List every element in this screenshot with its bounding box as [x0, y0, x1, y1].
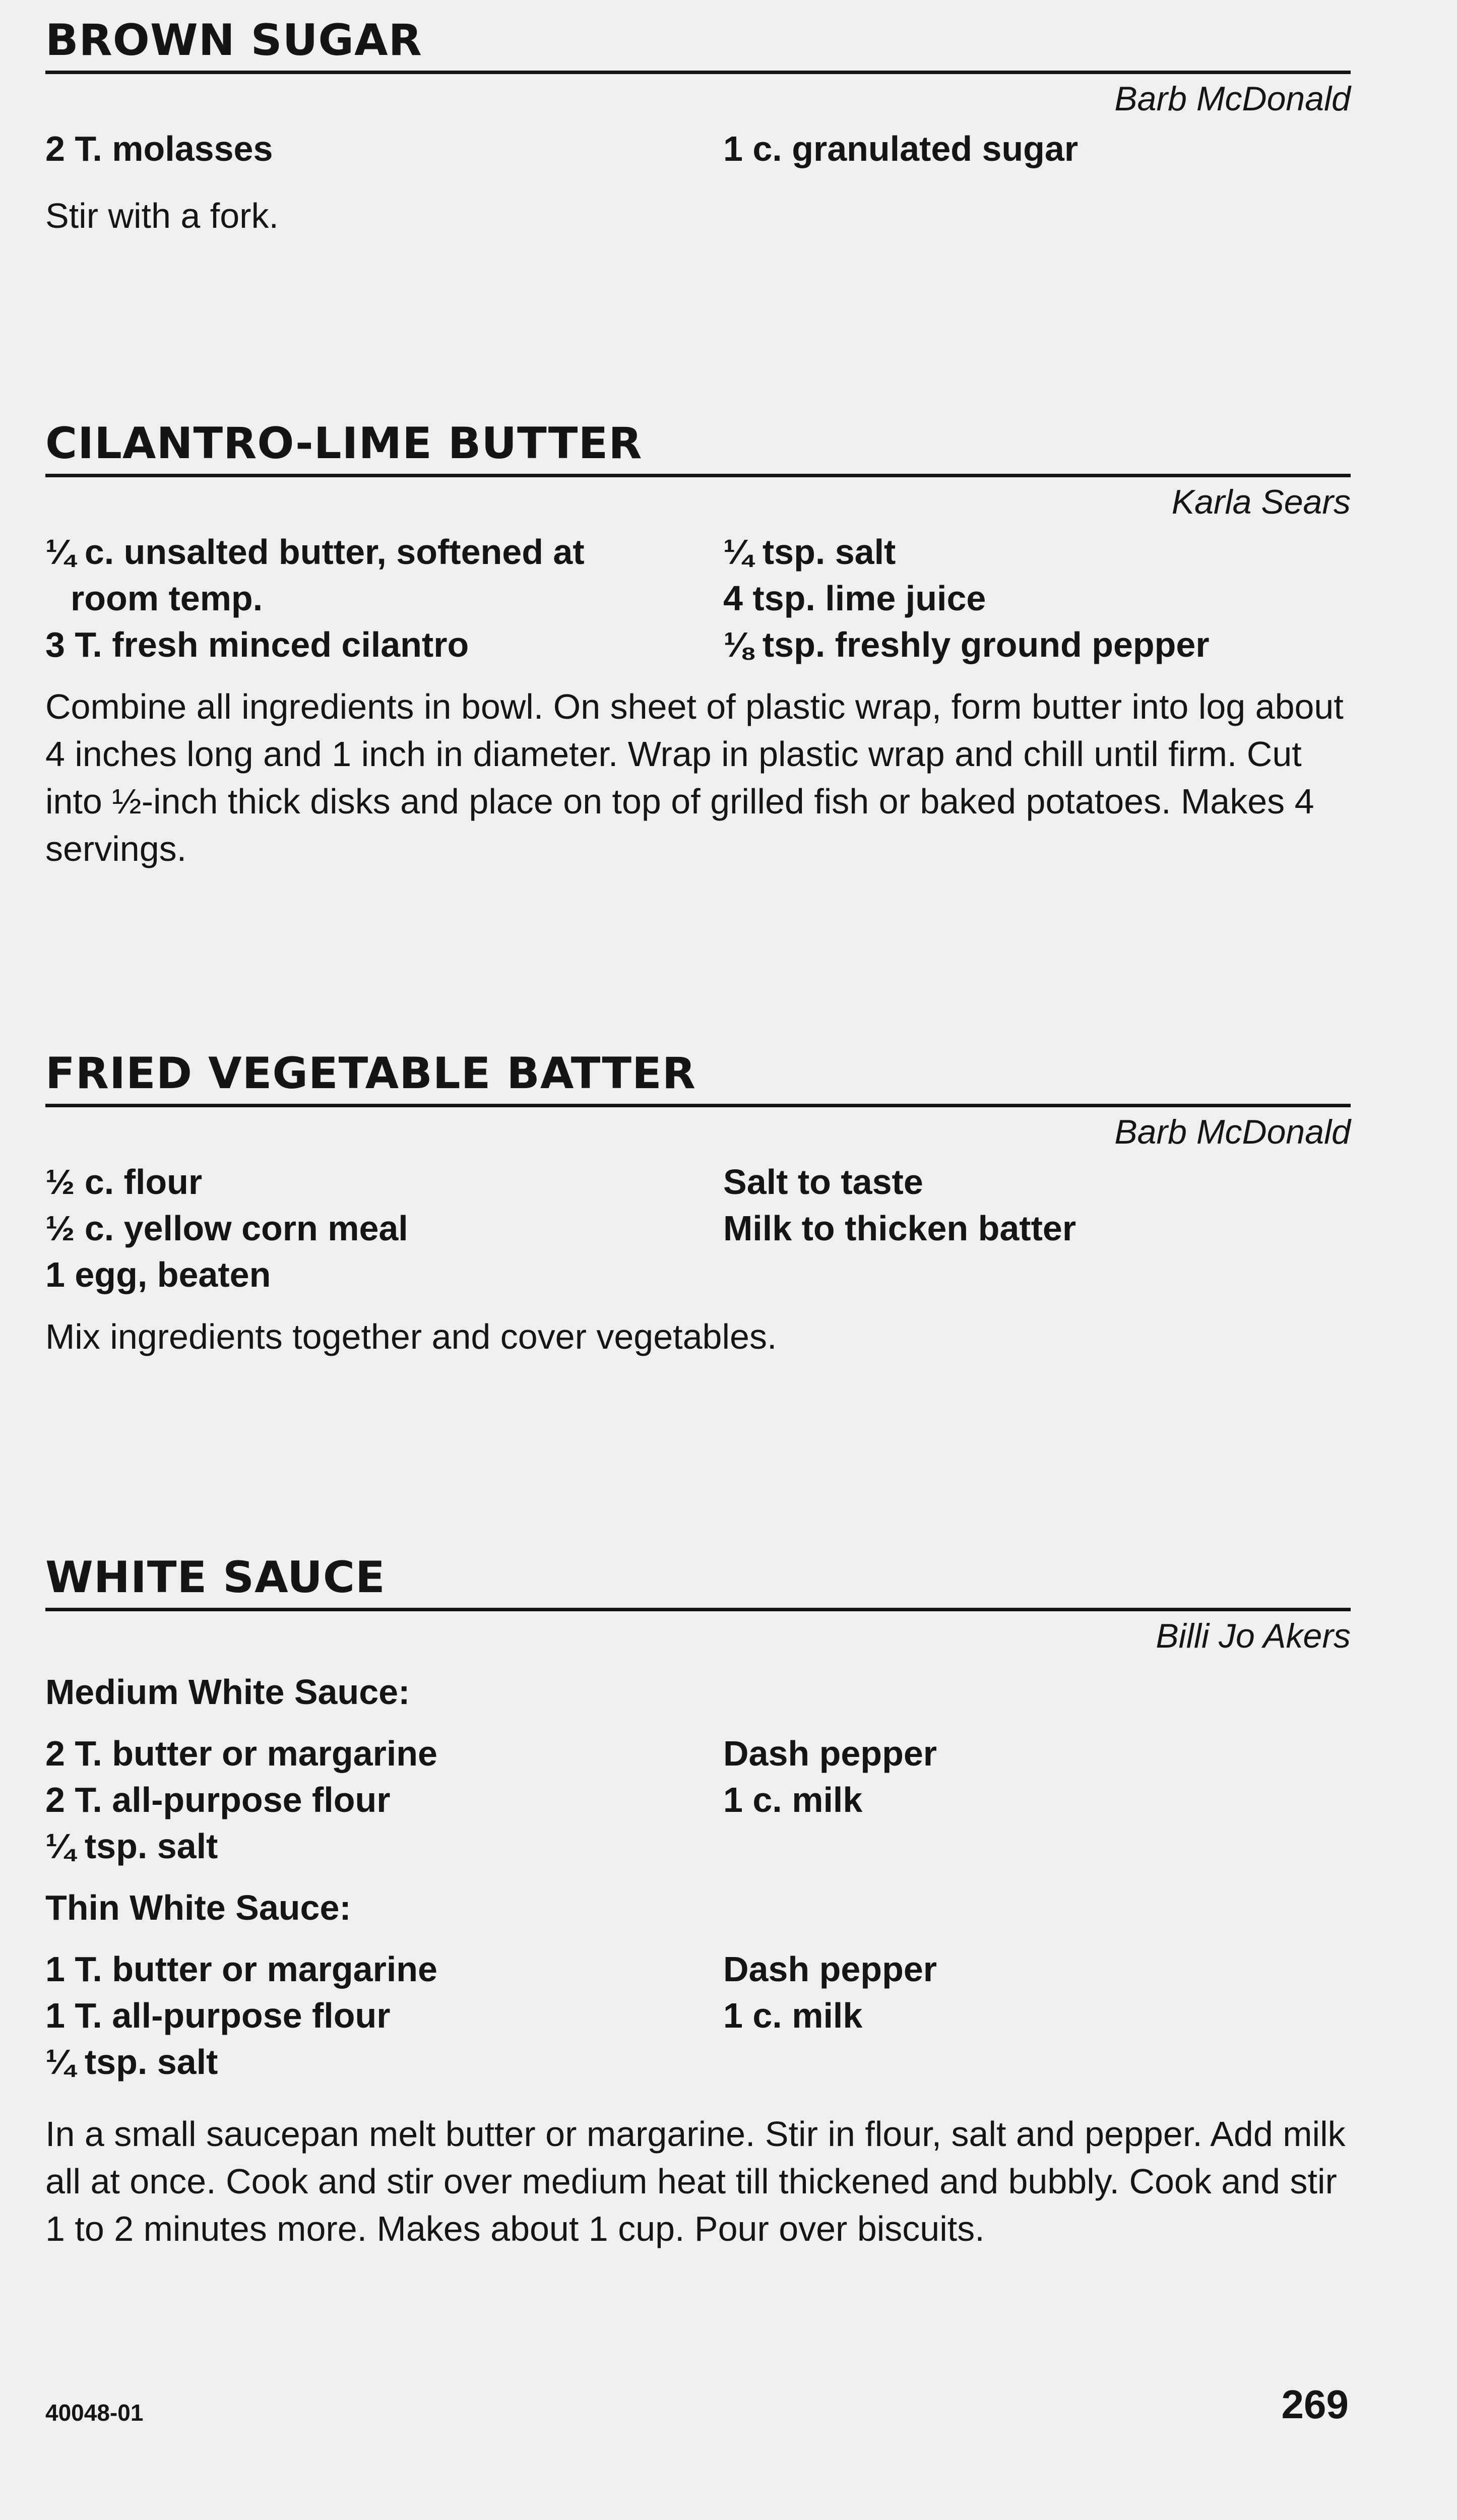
recipe-title: WHITE SAUCE — [45, 1552, 1351, 1611]
recipe-author: Karla Sears — [1171, 483, 1351, 521]
ingredient: ½ c. flour — [45, 1162, 203, 1202]
ingredient: 1 T. all-purpose flour — [45, 1996, 391, 2035]
ingredient: ¼ tsp. salt — [45, 1826, 218, 1866]
page-number: 269 — [1281, 2382, 1349, 2427]
recipe-author: Billi Jo Akers — [1156, 1617, 1351, 1655]
recipe-author: Barb McDonald — [1114, 80, 1351, 118]
ingredient-list — [45, 1946, 1351, 2085]
ingredient: 1 c. granulated sugar — [723, 129, 1079, 168]
recipe-cilantro-lime-butter — [45, 418, 1351, 872]
ingredient: 2 T. all-purpose flour — [45, 1780, 391, 1819]
ingredient: 4 tsp. lime juice — [723, 579, 986, 618]
recipe-title: FRIED VEGETABLE BATTER — [45, 1048, 1351, 1107]
ingredient-column-right — [723, 1730, 1351, 1869]
recipe-brown-sugar — [45, 15, 1351, 239]
ingredient-column-left — [45, 1730, 723, 1869]
ingredient-list — [45, 529, 1351, 668]
ingredient: 2 T. butter or margarine — [45, 1734, 437, 1773]
section-heading: Thin White Sauce: — [45, 1888, 351, 1927]
ingredient-column-right — [723, 529, 1351, 668]
ingredient-list — [45, 125, 1351, 172]
ingredient-column-right — [723, 1946, 1351, 2085]
recipe-directions: Mix ingredients together and cover vegetables. — [45, 1317, 777, 1356]
ingredient: ¼ c. unsalted butter, softened at room temp. — [45, 532, 585, 618]
ingredient-column-right — [723, 125, 1351, 172]
recipe-author: Barb McDonald — [1114, 1113, 1351, 1151]
ingredient: Dash pepper — [723, 1734, 937, 1773]
recipe-fried-vegetable-batter — [45, 1048, 1351, 1360]
ingredient-column-left — [45, 1159, 723, 1298]
ingredient-list — [45, 1159, 1351, 1298]
ingredient-column-right — [723, 1159, 1351, 1298]
footer-code: 40048-01 — [45, 2400, 144, 2426]
ingredient: 2 T. molasses — [45, 129, 273, 168]
ingredient-column-left — [45, 1946, 723, 2085]
ingredient: ¼ tsp. salt — [45, 2042, 218, 2082]
ingredient: 1 c. milk — [723, 1996, 863, 2035]
recipe-title: BROWN SUGAR — [45, 15, 1351, 74]
ingredient-list — [45, 1730, 1351, 1869]
ingredient: ⅛ tsp. freshly ground pepper — [723, 625, 1210, 664]
recipe-title: CILANTRO-LIME BUTTER — [45, 418, 1351, 477]
ingredient: 1 T. butter or margarine — [45, 1949, 437, 1989]
ingredient-column-left — [45, 529, 723, 668]
ingredient-column-left — [45, 125, 723, 172]
ingredient: ½ c. yellow corn meal — [45, 1209, 408, 1248]
ingredient: ¼ tsp. salt — [723, 532, 896, 572]
section-heading: Medium White Sauce: — [45, 1672, 410, 1712]
ingredient: Milk to thicken batter — [723, 1209, 1076, 1248]
ingredient: Salt to taste — [723, 1162, 923, 1202]
ingredient: Dash pepper — [723, 1949, 937, 1989]
recipe-directions: Stir with a fork. — [45, 196, 279, 235]
recipe-directions: In a small saucepan melt butter or margarine. Stir in flour, salt and pepper. Add milk all at once. Cook and stir over medium heat till thickened and bubbly. Cook and stir 1 to 2 minutes more. Makes about 1 cup. Pour over biscuits. — [45, 2114, 1346, 2248]
ingredient: 3 T. fresh minced cilantro — [45, 625, 469, 664]
recipe-white-sauce — [45, 1552, 1351, 2252]
recipe-directions: Combine all ingredients in bowl. On sheet of plastic wrap, form butter into log about 4 inches long and 1 inch in diameter. Wrap in plastic wrap and chill until firm. Cut into ½-inch thick disks and place on top of grilled fish or baked potatoes. Makes 4 servings. — [45, 687, 1344, 868]
ingredient: 1 egg, beaten — [45, 1255, 271, 1294]
ingredient: 1 c. milk — [723, 1780, 863, 1819]
